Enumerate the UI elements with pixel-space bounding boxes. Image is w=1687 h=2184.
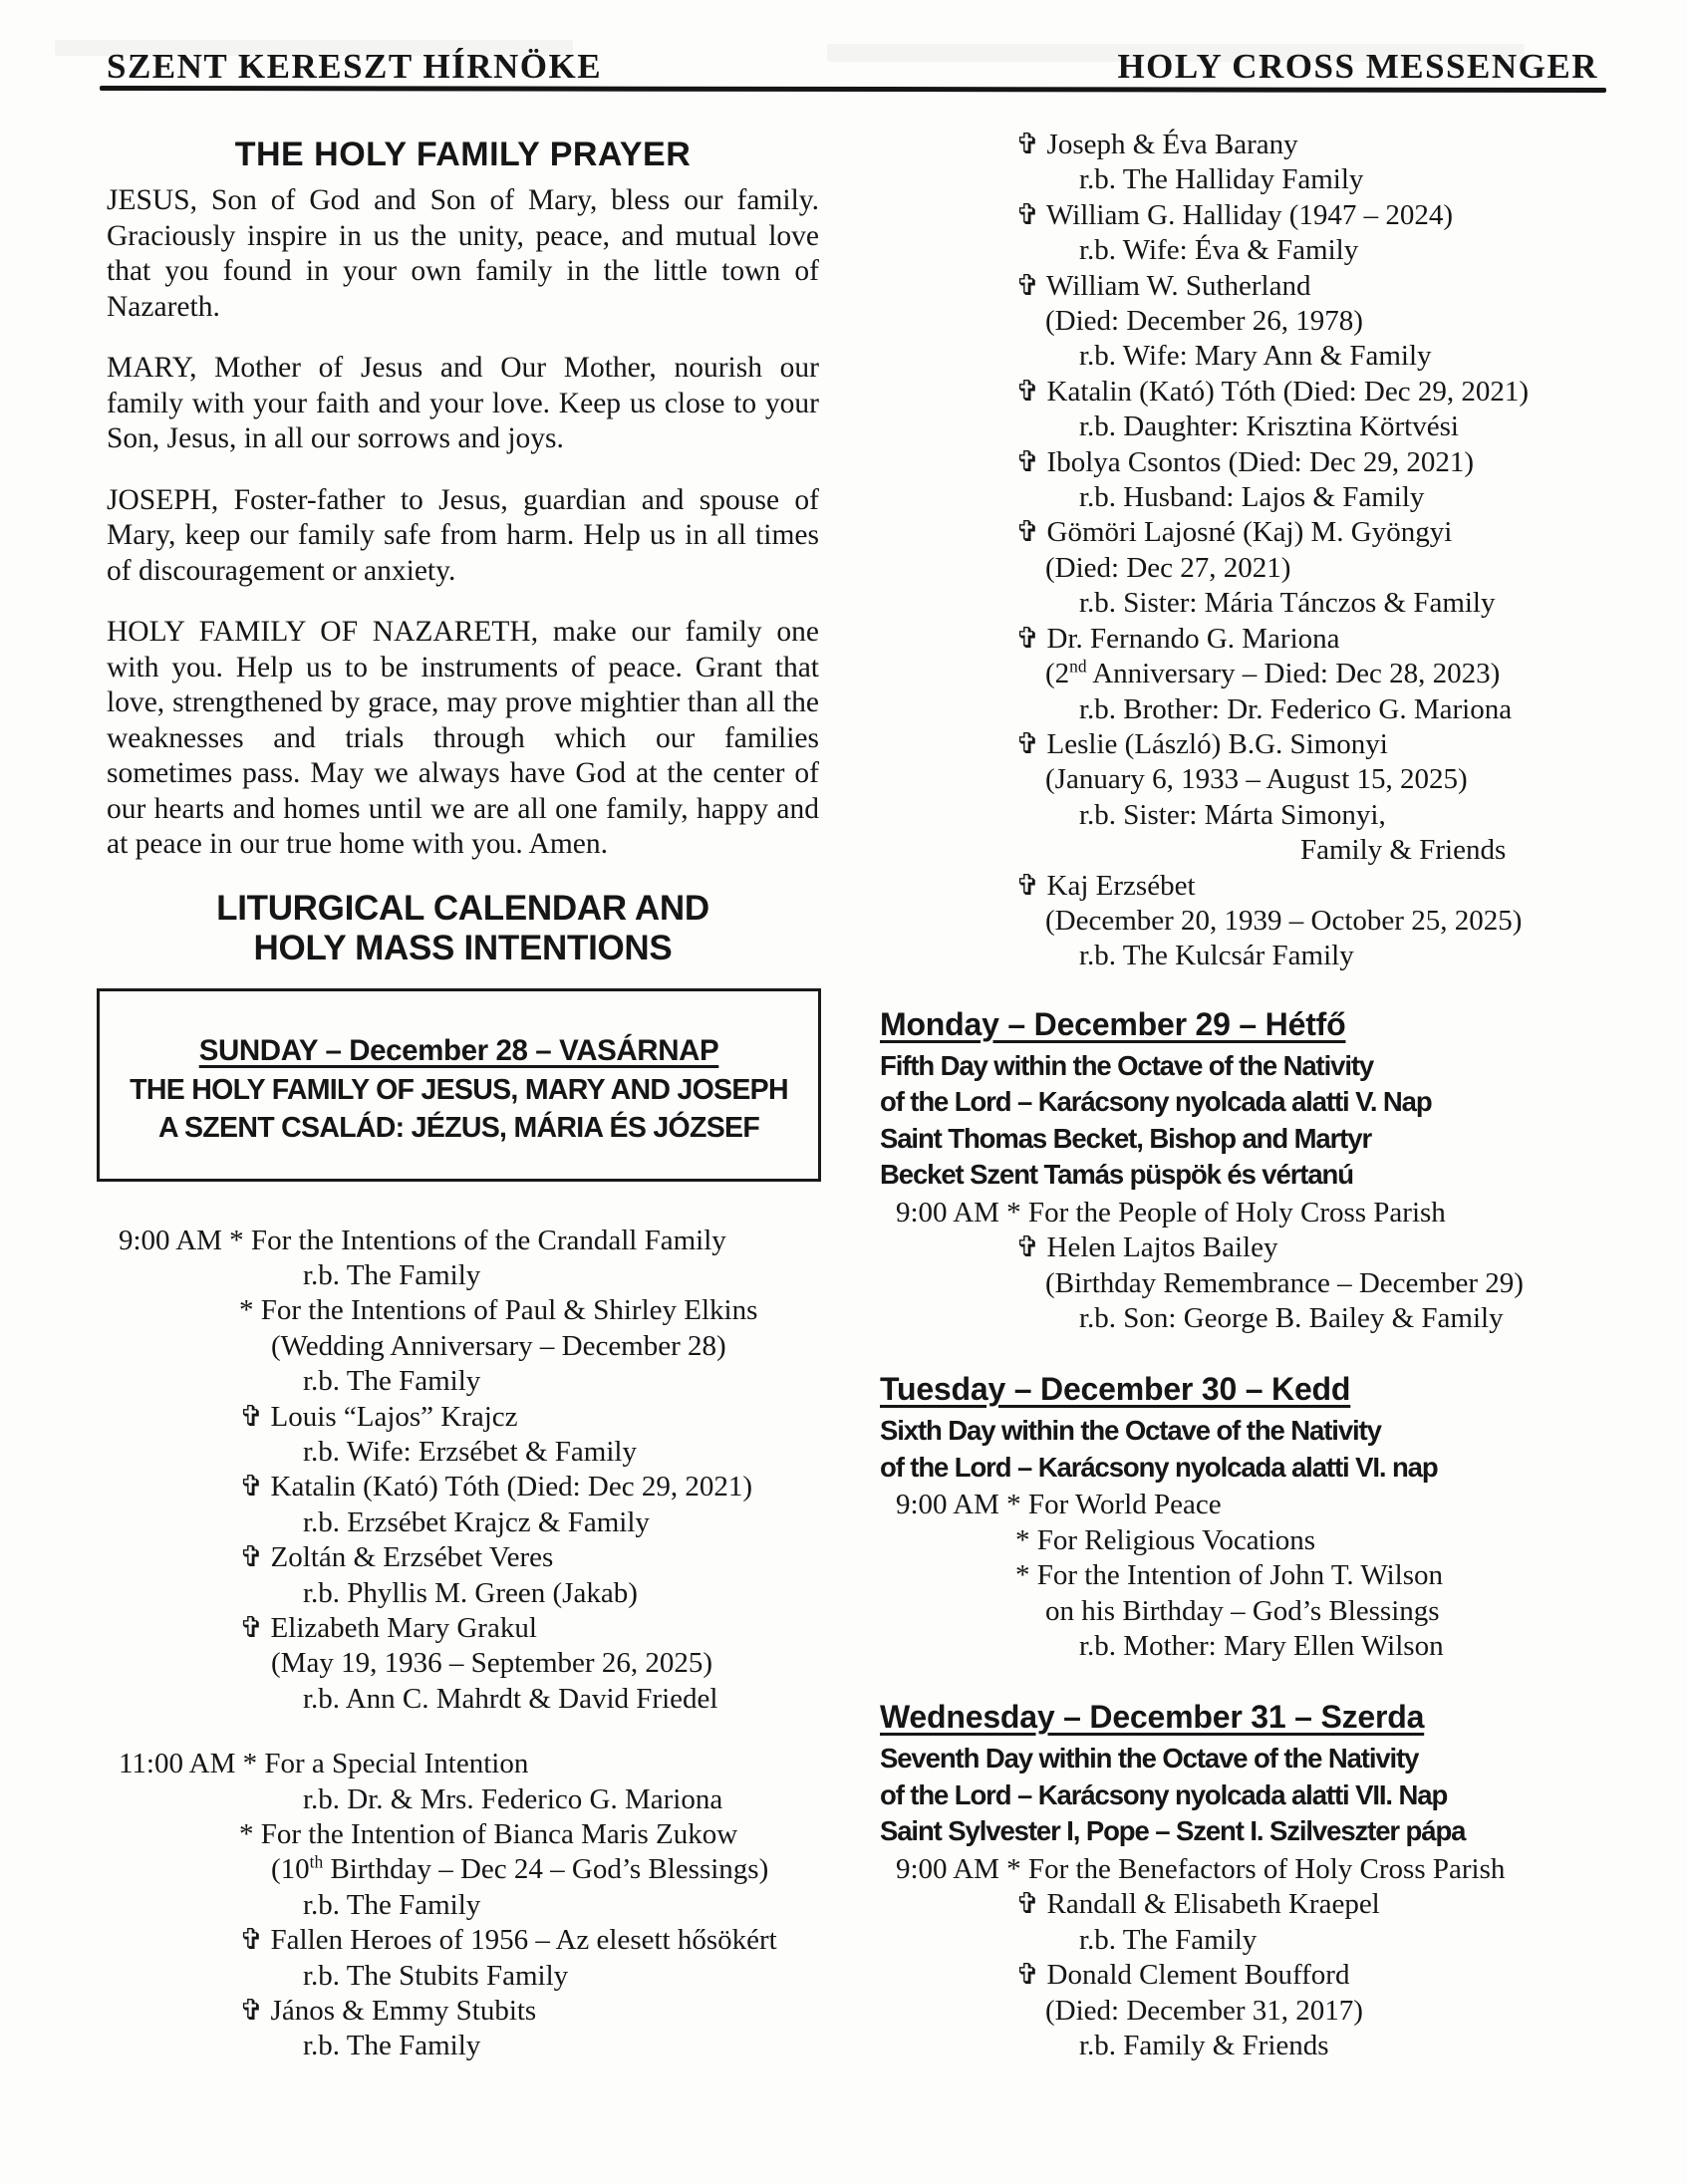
masthead-right-title: HOLY CROSS MESSENGER [1117,47,1598,86]
day-header-tuesday: Tuesday – December 30 – Kedd [880,1371,1351,1408]
intention-line: * For the Intentions of Paul & Shirley Elkins [239,1294,758,1327]
intention-line: * For the Intention of John T. Wilson [1015,1559,1443,1592]
day-intentions-tuesday [852,1488,1649,1664]
mass-intentions-1100 [107,1747,819,2064]
sunday-intentions-continued [852,128,1649,974]
calendar-title [107,889,819,968]
prayer-paragraph: MARY, Mother of Jesus and Our Mother, nourish our family with your faith and your love. Keep us close to your Son, Jesus, in all our sorrows and joys. [107,352,819,454]
day-section-wednesday [852,1697,1649,2063]
intention-line: r.b. The Family [303,2030,481,2062]
intention-line: (2nd Anniversary – Died: Dec 28, 2023) [1045,656,1501,690]
intention-line: ✞ Ibolya Csontos (Died: Dec 29, 2021) [1015,445,1475,478]
day-info-line: Becket Szent Tamás püspök és vértanú [880,1159,1353,1191]
day-info-monday [852,1048,1649,1194]
intention-line: 9:00 AM * For the Intentions of the Crandall Family [119,1224,726,1256]
intention-line: ✞ William G. Halliday (1947 – 2024) [1015,198,1454,231]
intention-line: on his Birthday – God’s Blessings [1045,1594,1440,1627]
intention-line: r.b. Sister: Mária Tánczos & Family [1079,587,1496,620]
intention-line: r.b. The Stubits Family [303,1959,569,1992]
intention-line: r.b. Husband: Lajos & Family [1079,481,1425,514]
day-section-monday [852,1004,1649,1337]
intention-line: (January 6, 1933 – August 15, 2025) [1045,763,1468,796]
day-info-tuesday [852,1413,1649,1486]
intention-line: r.b. The Halliday Family [1079,163,1364,196]
day-intentions-wednesday [852,1852,1649,2063]
intention-line: r.b. Wife: Erzsébet & Family [303,1435,637,1468]
intention-line: 11:00 AM * For a Special Intention [119,1748,529,1780]
prayer-paragraphs [107,183,819,863]
intention-line: ✞ Katalin (Kató) Tóth (Died: Dec 29, 2021) [239,1471,753,1503]
sunday-box-line2: THE HOLY FAMILY OF JESUS, MARY AND JOSEPH [130,1073,788,1106]
day-header-monday: Monday – December 29 – Hétfő [880,1005,1346,1042]
intention-line: r.b. Wife: Mary Ann & Family [1079,340,1432,373]
intention-line: (Died: December 31, 2017) [1045,1994,1363,2027]
intention-line: r.b. The Kulcsár Family [1079,940,1354,972]
intention-line: 9:00 AM * For the Benefactors of Holy Cross Parish [896,1852,1506,1885]
intention-line: r.b. Dr. & Mrs. Federico G. Mariona [303,1782,723,1815]
prayer-paragraph: JOSEPH, Foster-father to Jesus, guardian and spouse of Mary, keep our family safe from harm. Help us in all times of discouragement or anxiety. [107,483,819,587]
intention-line: r.b. The Family [303,1365,481,1398]
intention-line: (Birthday Remembrance – December 29) [1045,1266,1524,1299]
mass-intentions-900 [107,1224,819,1718]
intention-line: r.b. Wife: Éva & Family [1079,234,1359,267]
intention-line: r.b. The Family [1079,1923,1258,1956]
intention-line: ✞ Donald Clement Boufford [1015,1959,1350,1992]
intention-line: ✞ Dr. Fernando G. Mariona [1015,622,1340,655]
intention-line: ✞ Leslie (László) B.G. Simonyi [1015,727,1388,760]
prayer-paragraph: JESUS, Son of God and Son of Mary, bless our family. Graciously inspire in us the unity, peace, and mutual love that you found in your own family in the little town of Nazareth. [107,184,819,323]
prayer-paragraph: HOLY FAMILY OF NAZARETH, make our family one with you. Help us to be instruments of peace. Grant that love, strengthened by grace, may prove mightier than all the weaknesses and trials through which our families sometimes pass. May we always have God at the center of our hearts and homes until we are all one family, happy and at peace in our true home with you. Amen. [107,616,819,860]
day-info-line: Saint Thomas Becket, Bishop and Martyr [880,1122,1372,1154]
intention-line: r.b. Mother: Mary Ellen Wilson [1079,1630,1444,1662]
intention-line: ✞ Gömöri Lajosné (Kaj) M. Gyöngyi [1015,516,1453,549]
day-info-line: Saint Sylvester I, Pope – Szent I. Szilveszter pápa [880,1815,1466,1847]
sunday-feast-box [97,988,821,1182]
masthead-left-title: SZENT KERESZT HÍRNÖKE [107,47,603,86]
intention-line: ✞ Helen Lajtos Bailey [1015,1231,1278,1264]
intention-line: ✞ Louis “Lajos” Krajcz [239,1400,518,1433]
intention-line: ✞ Fallen Heroes of 1956 – Az elesett hősökért [239,1924,777,1957]
intention-line: ✞ Elizabeth Mary Grakul [239,1611,537,1644]
intention-line: * For Religious Vocations [1015,1523,1316,1556]
day-header-wednesday: Wednesday – December 31 – Szerda [880,1699,1425,1736]
intention-line: ✞ William W. Sutherland [1015,269,1311,302]
intention-line: r.b. The Family [303,1888,481,1921]
intention-line: (December 20, 1939 – October 25, 2025) [1045,904,1523,937]
day-info-line: Fifth Day within the Octave of the Nativity [880,1049,1374,1081]
day-section-tuesday [852,1369,1649,1664]
day-info-line: of the Lord – Karácsony nyolcada alatti VI. nap [880,1451,1438,1483]
calendar-title-line1: LITURGICAL CALENDAR AND [216,888,709,928]
intention-line: 9:00 AM * For the People of Holy Cross Parish [896,1196,1446,1228]
intention-line: r.b. Phyllis M. Green (Jakab) [303,1576,638,1609]
prayer-title: THE HOLY FAMILY PRAYER [234,136,692,173]
calendar-title-line2: HOLY MASS INTENTIONS [253,928,673,967]
day-info-line: Seventh Day within the Octave of the Nativity [880,1743,1419,1774]
intention-line: r.b. Erzsébet Krajcz & Family [303,1505,650,1538]
intention-line: r.b. Son: George B. Bailey & Family [1079,1301,1504,1334]
left-column [107,0,819,2064]
intention-line: (May 19, 1936 – September 26, 2025) [271,1647,712,1680]
intention-line: ✞ Joseph & Éva Barany [1015,129,1298,160]
intention-line: ✞ Randall & Elisabeth Kraepel [1015,1888,1380,1921]
intention-line: ✞ Zoltán & Erzsébet Veres [239,1541,554,1574]
intention-line: (Died: December 26, 1978) [1045,305,1363,338]
intention-line: Family & Friends [1300,834,1507,867]
intention-line: ✞ Katalin (Kató) Tóth (Died: Dec 29, 2021) [1015,375,1530,408]
intention-line: * For the Intention of Bianca Maris Zukow [239,1818,738,1850]
sunday-box-line3: A SZENT CSALÁD: JÉZUS, MÁRIA ÉS JÓZSEF [157,1111,760,1144]
intention-line: r.b. Sister: Márta Simonyi, [1079,798,1386,831]
intention-line: r.b. Ann C. Mahrdt & David Friedel [303,1682,718,1715]
intention-line: (Died: Dec 27, 2021) [1045,551,1291,584]
intention-line: ✞ Kaj Erzsébet [1015,869,1196,902]
day-info-wednesday [852,1741,1649,1850]
intention-line: (Wedding Anniversary – December 28) [271,1329,726,1362]
intention-line: r.b. The Family [303,1258,481,1291]
day-info-line: of the Lord – Karácsony nyolcada alatti VII. Nap [880,1778,1448,1810]
intention-line: 9:00 AM * For World Peace [896,1489,1222,1521]
intention-line: (10th Birthday – Dec 24 – God’s Blessings) [271,1851,769,1886]
day-info-line: of the Lord – Karácsony nyolcada alatti V. Nap [880,1086,1432,1118]
day-intentions-monday [852,1196,1649,1337]
intention-line: r.b. Daughter: Krisztina Körtvési [1079,410,1459,443]
right-column [852,0,1649,2063]
intention-line: r.b. Brother: Dr. Federico G. Mariona [1079,692,1513,725]
day-info-line: Sixth Day within the Octave of the Nativity [880,1415,1381,1447]
intention-line: r.b. Family & Friends [1079,2029,1329,2061]
intention-line: ✞ János & Emmy Stubits [239,1995,537,2028]
sunday-box-heading: SUNDAY – December 28 – VASÁRNAP [198,1033,719,1067]
